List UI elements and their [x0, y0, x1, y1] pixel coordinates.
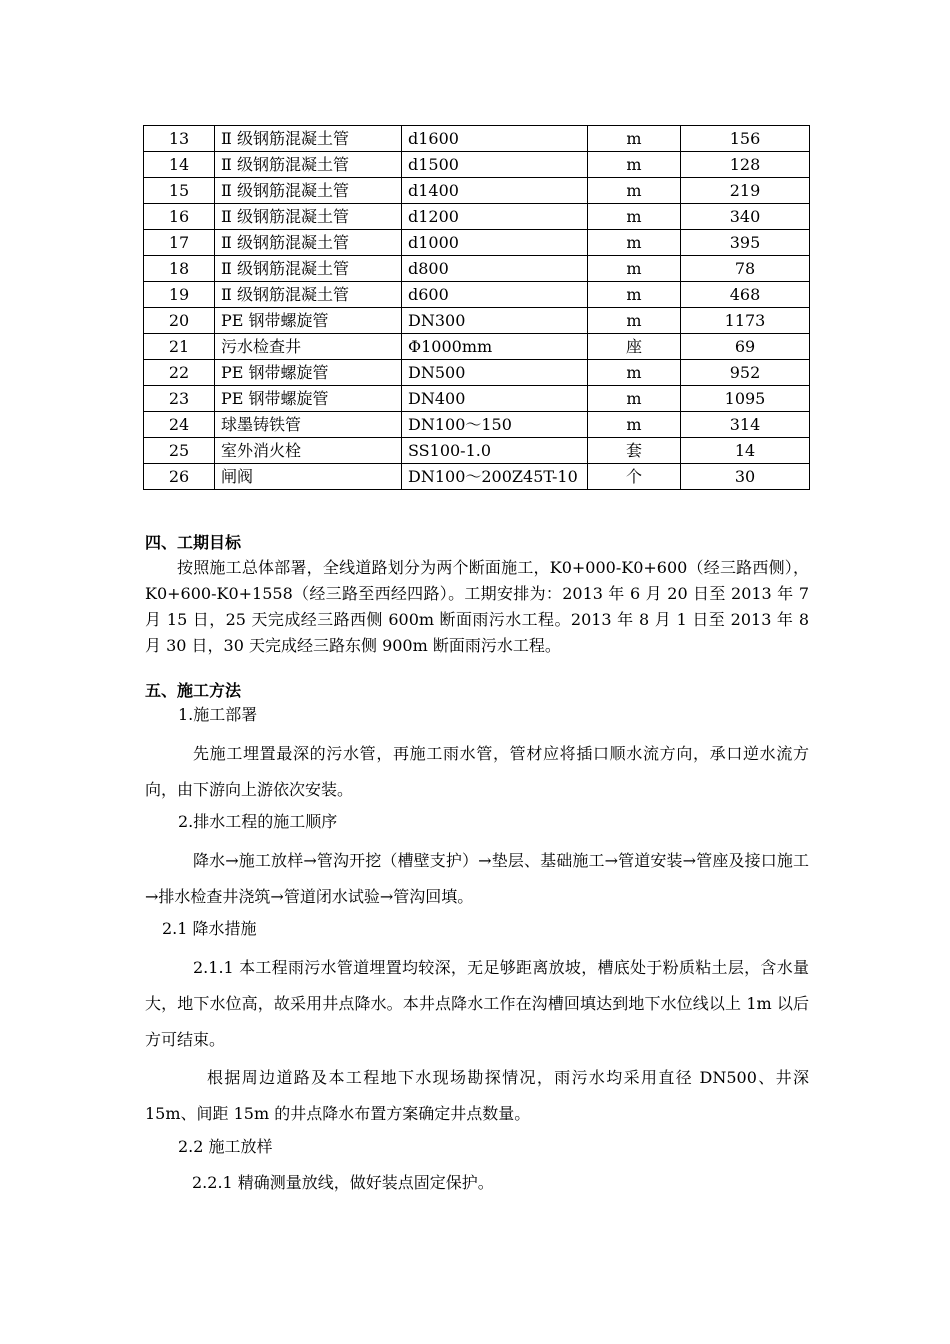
cell-specification: DN400 — [402, 386, 588, 412]
cell-quantity: 78 — [681, 256, 810, 282]
cell-material-name: Ⅱ 级钢筋混凝土管 — [215, 152, 402, 178]
section-5-heading: 五、施工方法 — [145, 681, 242, 700]
subsection-1-paragraph: 先施工埋置最深的污水管，再施工雨水管，管材应将插口顺水流方向，承口逆水流方向，由下游向上游依次安装。 — [145, 744, 809, 799]
cell-material-name: 污水检查井 — [215, 334, 402, 360]
cell-quantity: 128 — [681, 152, 810, 178]
cell-material-name: PE 钢带螺旋管 — [215, 308, 402, 334]
table-row — [144, 178, 810, 204]
cell-specification: DN100～150 — [402, 412, 588, 438]
section-4-paragraph: 按照施工总体部署，全线道路划分为两个断面施工，K0+000-K0+600（经三路西侧），K0+600-K0+1558（经三路至西经四路）。工期安排为：2013 年 6 月 20 日至 2013 年 7 月 15 日，25 天完成经三路西侧 600m 断面雨污水工程。2013 年 8 月 1 日至 2013 年 8 月 30 日，30 天完成经三路东侧 900m 断面雨污水工程。 — [145, 558, 809, 655]
cell-unit: m — [588, 230, 681, 256]
subsection-2-2-1-paragraph: 2.2.1 精确测量放线，做好装点固定保护。 — [192, 1173, 494, 1192]
cell-unit: m — [588, 126, 681, 152]
cell-number: 22 — [144, 360, 215, 386]
table-row — [144, 386, 810, 412]
cell-specification: SS100-1.0 — [402, 438, 588, 464]
cell-unit: m — [588, 256, 681, 282]
cell-quantity: 952 — [681, 360, 810, 386]
cell-material-name: 闸阀 — [215, 464, 402, 490]
table-row — [144, 412, 810, 438]
cell-material-name: Ⅱ 级钢筋混凝土管 — [215, 256, 402, 282]
cell-material-name: Ⅱ 级钢筋混凝土管 — [215, 230, 402, 256]
subsection-2-1-paragraph-2: 根据周边道路及本工程地下水现场勘探情况，雨污水均采用直径 DN500、井深 15m、间距 15m 的井点降水布置方案确定井点数量。 — [145, 1068, 809, 1123]
cell-quantity: 156 — [681, 126, 810, 152]
cell-specification: d600 — [402, 282, 588, 308]
cell-unit: m — [588, 386, 681, 412]
cell-specification: d1600 — [402, 126, 588, 152]
table-row — [144, 308, 810, 334]
cell-material-name: 球墨铸铁管 — [215, 412, 402, 438]
cell-material-name: 室外消火栓 — [215, 438, 402, 464]
cell-unit: 座 — [588, 334, 681, 360]
cell-number: 13 — [144, 126, 215, 152]
cell-quantity: 340 — [681, 204, 810, 230]
subsection-2-1-1-paragraph: 2.1.1 本工程雨污水管道埋置均较深，无足够距离放坡，槽底处于粉质粘土层，含水量大，地下水位高，故采用井点降水。本井点降水工作在沟槽回填达到地下水位线以上 1m 以后方可结束。 — [145, 958, 809, 1049]
table-row — [144, 230, 810, 256]
cell-unit: m — [588, 282, 681, 308]
cell-quantity: 69 — [681, 334, 810, 360]
cell-specification: d1000 — [402, 230, 588, 256]
cell-unit: m — [588, 152, 681, 178]
cell-material-name: Ⅱ 级钢筋混凝土管 — [215, 126, 402, 152]
cell-number: 23 — [144, 386, 215, 412]
materials-table-body — [144, 126, 810, 490]
cell-material-name: PE 钢带螺旋管 — [215, 360, 402, 386]
cell-specification: Φ1000mm — [402, 334, 588, 360]
cell-quantity: 395 — [681, 230, 810, 256]
subsection-2-2-title: 2.2 施工放样 — [178, 1137, 273, 1156]
cell-number: 17 — [144, 230, 215, 256]
table-row — [144, 360, 810, 386]
cell-number: 19 — [144, 282, 215, 308]
cell-quantity: 468 — [681, 282, 810, 308]
cell-number: 20 — [144, 308, 215, 334]
cell-material-name: Ⅱ 级钢筋混凝土管 — [215, 282, 402, 308]
cell-specification: d1500 — [402, 152, 588, 178]
cell-quantity: 219 — [681, 178, 810, 204]
cell-number: 18 — [144, 256, 215, 282]
table-row — [144, 204, 810, 230]
cell-unit: m — [588, 178, 681, 204]
cell-number: 21 — [144, 334, 215, 360]
cell-unit: m — [588, 204, 681, 230]
subsection-2-1-title: 2.1 降水措施 — [162, 919, 257, 938]
cell-specification: DN100～200Z45T-10 — [402, 464, 588, 490]
cell-unit: m — [588, 360, 681, 386]
cell-material-name: Ⅱ 级钢筋混凝土管 — [215, 204, 402, 230]
cell-specification: d1200 — [402, 204, 588, 230]
cell-unit: 个 — [588, 464, 681, 490]
cell-number: 15 — [144, 178, 215, 204]
subsection-2-paragraph: 降水→施工放样→管沟开挖（槽壁支护）→垫层、基础施工→管道安装→管座及接口施工→排水检查井浇筑→管道闭水试验→管沟回填。 — [145, 851, 809, 906]
cell-material-name: PE 钢带螺旋管 — [215, 386, 402, 412]
cell-number: 24 — [144, 412, 215, 438]
subsection-2-title: 2.排水工程的施工顺序 — [178, 812, 338, 831]
table-row — [144, 334, 810, 360]
table-row — [144, 126, 810, 152]
cell-quantity: 1173 — [681, 308, 810, 334]
cell-unit: 套 — [588, 438, 681, 464]
table-row — [144, 152, 810, 178]
cell-number: 25 — [144, 438, 215, 464]
cell-unit: m — [588, 412, 681, 438]
cell-specification: d800 — [402, 256, 588, 282]
cell-specification: DN500 — [402, 360, 588, 386]
cell-specification: DN300 — [402, 308, 588, 334]
cell-quantity: 314 — [681, 412, 810, 438]
cell-unit: m — [588, 308, 681, 334]
table-row — [144, 464, 810, 490]
cell-number: 26 — [144, 464, 215, 490]
cell-quantity: 14 — [681, 438, 810, 464]
subsection-1-title: 1.施工部署 — [178, 705, 258, 724]
table-row — [144, 282, 810, 308]
cell-quantity: 30 — [681, 464, 810, 490]
section-4-heading: 四、工期目标 — [145, 533, 242, 552]
cell-number: 14 — [144, 152, 215, 178]
table-row — [144, 256, 810, 282]
table-row — [144, 438, 810, 464]
cell-material-name: Ⅱ 级钢筋混凝土管 — [215, 178, 402, 204]
cell-number: 16 — [144, 204, 215, 230]
cell-quantity: 1095 — [681, 386, 810, 412]
materials-table — [143, 125, 810, 490]
cell-specification: d1400 — [402, 178, 588, 204]
